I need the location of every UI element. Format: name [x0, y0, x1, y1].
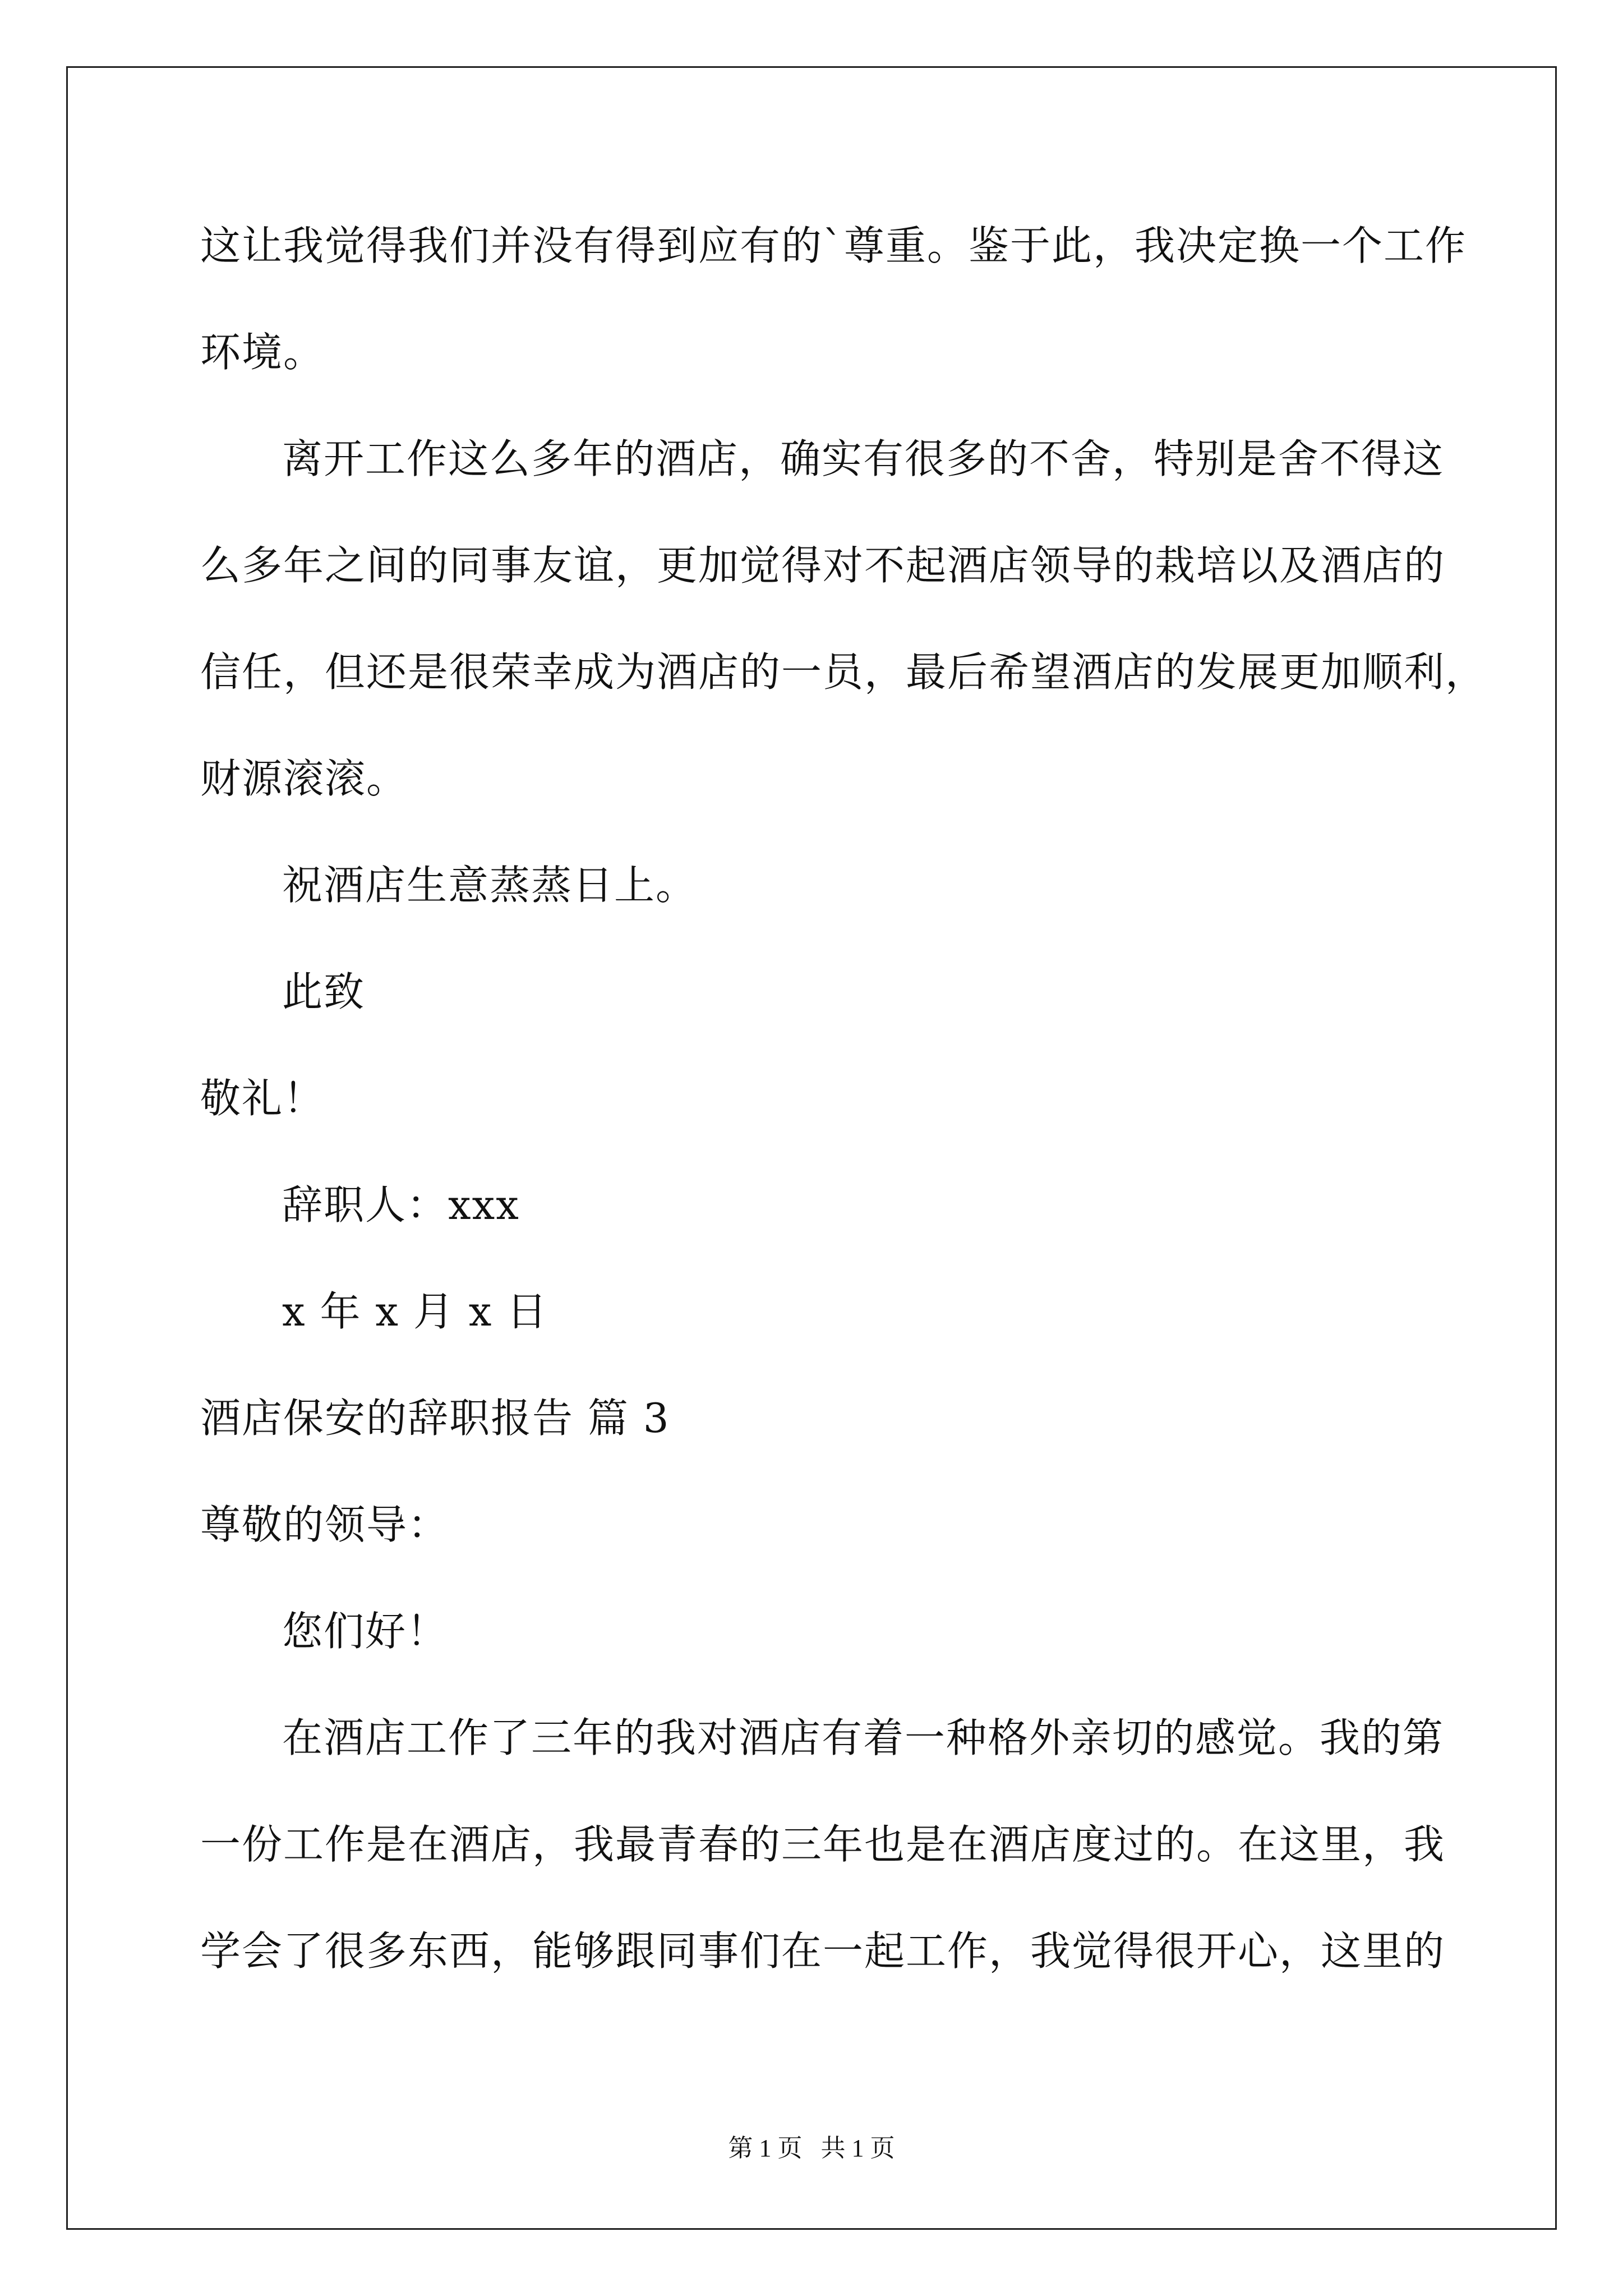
text-line: 学会了很多东西，能够跟同事们在一起工作，我觉得很开心，这里的 [200, 1927, 1446, 1975]
text-line: 此致 [282, 968, 366, 1015]
text-line: 您们好！ [282, 1608, 449, 1655]
text-line: 在酒店工作了三年的我对酒店有着一种格外亲切的感觉。我的第 [282, 1714, 1445, 1761]
page-footer: 第 1 页 共 1 页 [728, 2134, 895, 2162]
text-line: 环境。 [200, 329, 325, 376]
text-line: 敬礼！ [200, 1075, 325, 1122]
text-line: 辞职人：xxx [282, 1181, 520, 1228]
text-line: 一份工作是在酒店，我最青春的三年也是在酒店度过的。在这里，我 [200, 1821, 1446, 1868]
text-line: 财源滚滚。 [200, 755, 408, 802]
text-line: 祝酒店生意蒸蒸日上。 [282, 862, 698, 909]
text-line: 这让我觉得我们并没有得到应有的`尊重。鉴于此，我决定换一个工作 [200, 222, 1467, 269]
text-line: 离开工作这么多年的酒店，确实有很多的不舍，特别是舍不得这 [282, 435, 1445, 482]
section-heading: 酒店保安的辞职报告 篇 3 [200, 1395, 670, 1442]
text-line: 尊敬的领导： [200, 1501, 450, 1548]
text-line: x 年 x 月 x 日 [282, 1288, 548, 1335]
text-line: 信任，但还是很荣幸成为酒店的一员，最后希望酒店的发展更加顺利， [200, 648, 1487, 696]
text-line: 么多年之间的同事友谊，更加觉得对不起酒店领导的栽培以及酒店的 [200, 542, 1446, 589]
page-border [66, 66, 1557, 2230]
